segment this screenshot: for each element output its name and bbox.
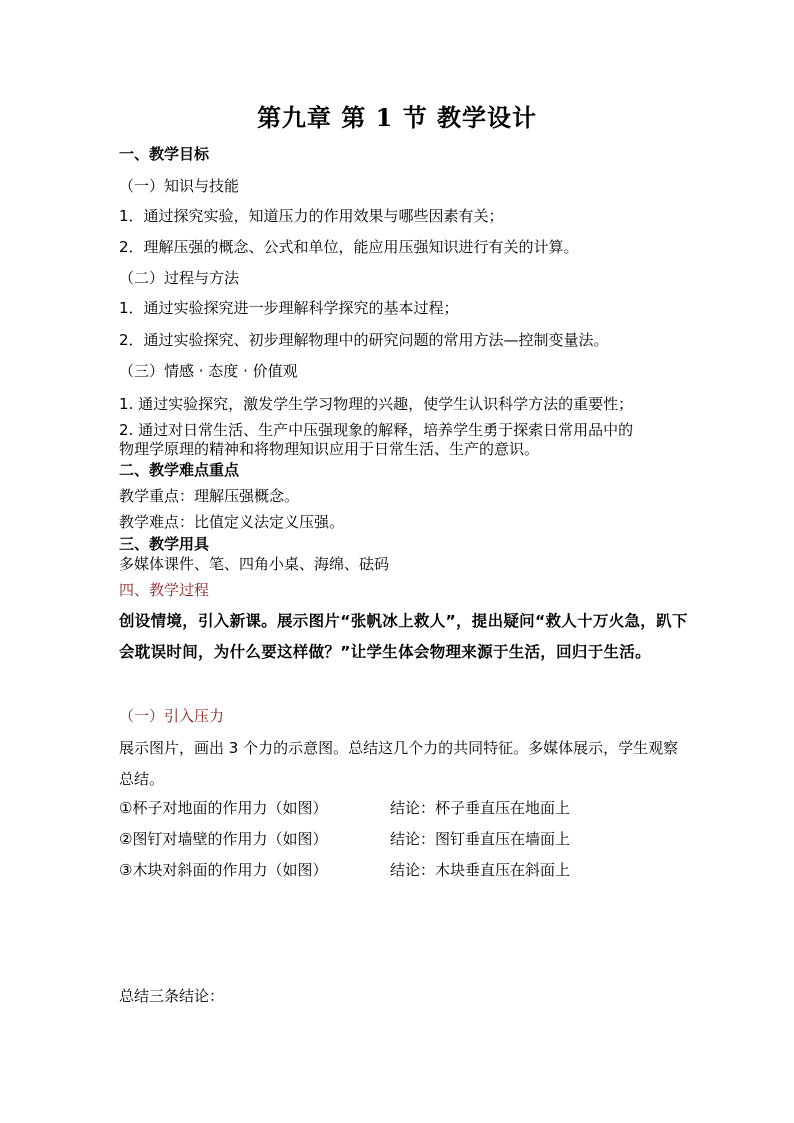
section-heading-process: 四、教学过程 <box>119 581 210 599</box>
section-heading-objectives: 一、教学目标 <box>119 145 210 163</box>
intro-paragraph: 创设情境，引入新课。展示图片“张帆冰上救人”，提出疑问“救人十万火急，趴下会耽误时间，为什么要这样做？”让学生体会物理来源于生活，回归于生活。 <box>119 612 688 661</box>
example-item: ③木块对斜面的作用力（如图） <box>119 861 328 879</box>
list-item: 1. 通过实验探究，激发学生学习物理的兴趣，使学生认识科学方法的重要性； <box>119 395 634 413</box>
subheading-knowledge-skills: （一）知识与技能 <box>119 177 240 195</box>
subheading-introduce-pressure: （一）引入压力 <box>119 707 225 725</box>
example-conclusion: 结论：木块垂直压在斜面上 <box>390 861 571 879</box>
subheading-process-methods: （二）过程与方法 <box>119 269 240 287</box>
page-title: 第九章 第 1 节 教学设计 <box>256 103 538 132</box>
summary-text: 总结三条结论： <box>119 987 225 1005</box>
list-item: 2．通过实验探究、初步理解物理中的研究问题的常用方法—控制变量法。 <box>119 331 609 349</box>
key-point-text: 教学重点：理解压强概念。 <box>119 487 300 505</box>
example-item: ②图钉对墙壁的作用力（如图） <box>119 830 328 848</box>
list-item-continuation: 物理学原理的精神和将物理知识应用于日常生活、生产的意识。 <box>119 440 540 458</box>
list-item: 1．通过探究实验，知道压力的作用效果与哪些因素有关； <box>119 207 504 225</box>
list-item: 1．通过实验探究进一步理解科学探究的基本过程； <box>119 299 459 317</box>
pressure-intro-paragraph: 展示图片，画出 3 个力的示意图。总结这几个力的共同特征。多媒体展示，学生观察总结。 <box>119 739 679 788</box>
difficulty-text: 教学难点：比值定义法定义压强。 <box>119 513 345 531</box>
section-heading-key-points: 二、教学难点重点 <box>119 461 240 479</box>
example-item: ①杯子对地面的作用力（如图） <box>119 799 328 817</box>
example-conclusion: 结论：杯子垂直压在地面上 <box>390 799 571 817</box>
section-heading-tools: 三、教学用具 <box>119 535 210 553</box>
list-item: 2．理解压强的概念、公式和单位，能应用压强知识进行有关的计算。 <box>119 238 579 256</box>
list-item: 2. 通过对日常生活、生产中压强现象的解释，培养学生勇于探索日常用品中的 <box>119 421 634 439</box>
subheading-emotion-values: （三）情感 · 态度 · 价值观 <box>119 362 298 380</box>
example-conclusion: 结论：图钉垂直压在墙面上 <box>390 830 571 848</box>
tools-text: 多媒体课件、笔、四角小桌、海绵、砝码 <box>119 555 390 573</box>
